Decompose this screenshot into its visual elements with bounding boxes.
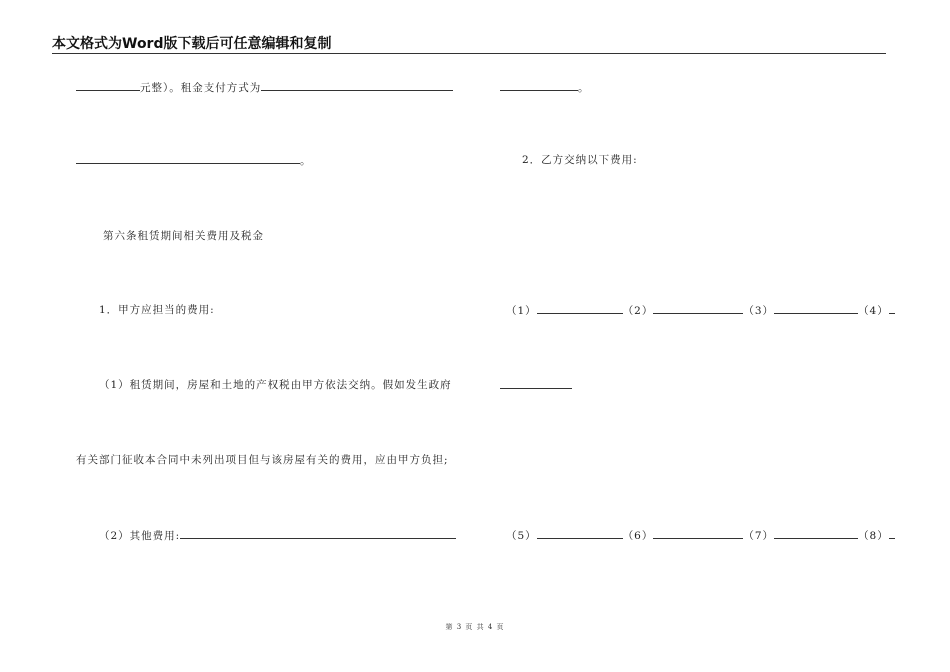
expense-blank-4-continued bbox=[500, 378, 572, 389]
right-period-mark: 。 bbox=[578, 82, 590, 94]
period-mark: 。 bbox=[300, 155, 312, 167]
expense-blank-1 bbox=[537, 303, 623, 314]
document-header-title: 本文格式为Word版下载后可任意编辑和复制 bbox=[52, 36, 332, 52]
page-number: 第 3 页 共 4 页 bbox=[445, 623, 505, 631]
other-expenses-blank bbox=[180, 528, 456, 539]
amount-blank bbox=[76, 80, 140, 91]
party-b-expense-row-2 bbox=[506, 528, 895, 543]
expense-blank-5 bbox=[537, 528, 623, 539]
expense-marker-6: （6） bbox=[622, 530, 654, 542]
expense-blank-6 bbox=[653, 528, 743, 539]
expense-marker-3: （3） bbox=[743, 305, 775, 317]
payment-method-blank bbox=[261, 80, 453, 91]
property-tax-clause: （1）租赁期间，房屋和土地的产权税由甲方依法交纳。假如发生政府 bbox=[99, 379, 452, 391]
rent-payment-line bbox=[76, 80, 453, 95]
party-a-expenses-heading: 1．甲方应担当的费用: bbox=[99, 304, 215, 316]
expense-blank-8 bbox=[889, 528, 895, 539]
other-expenses-line bbox=[99, 528, 456, 543]
expense-marker-2: （2） bbox=[622, 305, 654, 317]
header-divider bbox=[52, 53, 886, 54]
right-line1 bbox=[500, 80, 590, 95]
expense-marker-5: （5） bbox=[506, 530, 537, 542]
right-row1-continuation bbox=[500, 378, 572, 393]
rent-payment-text: 元整）。租金支付方式为 bbox=[140, 82, 262, 94]
right-blank-1 bbox=[500, 80, 578, 91]
expense-blank-3 bbox=[774, 303, 858, 314]
article6-heading: 第六条租赁期间相关费用及税金 bbox=[103, 230, 264, 242]
expense-marker-7: （7） bbox=[743, 530, 775, 542]
expense-blank-7 bbox=[774, 528, 858, 539]
other-expenses-label: （2）其他费用: bbox=[99, 530, 181, 542]
expense-marker-4: （4） bbox=[858, 305, 889, 317]
expense-marker-8: （8） bbox=[858, 530, 889, 542]
expense-blank-4 bbox=[889, 303, 895, 314]
party-b-expenses-heading: 2．乙方交纳以下费用: bbox=[522, 154, 638, 166]
payment-method-blank-2 bbox=[76, 153, 300, 164]
party-b-expense-row-1 bbox=[506, 303, 895, 318]
property-tax-clause-continued: 有关部门征收本合同中未列出项目但与该房屋有关的费用，应由甲方负担; bbox=[76, 454, 449, 466]
expense-marker-1: （1） bbox=[506, 305, 537, 317]
payment-method-continuation bbox=[76, 153, 312, 168]
expense-blank-2 bbox=[653, 303, 743, 314]
